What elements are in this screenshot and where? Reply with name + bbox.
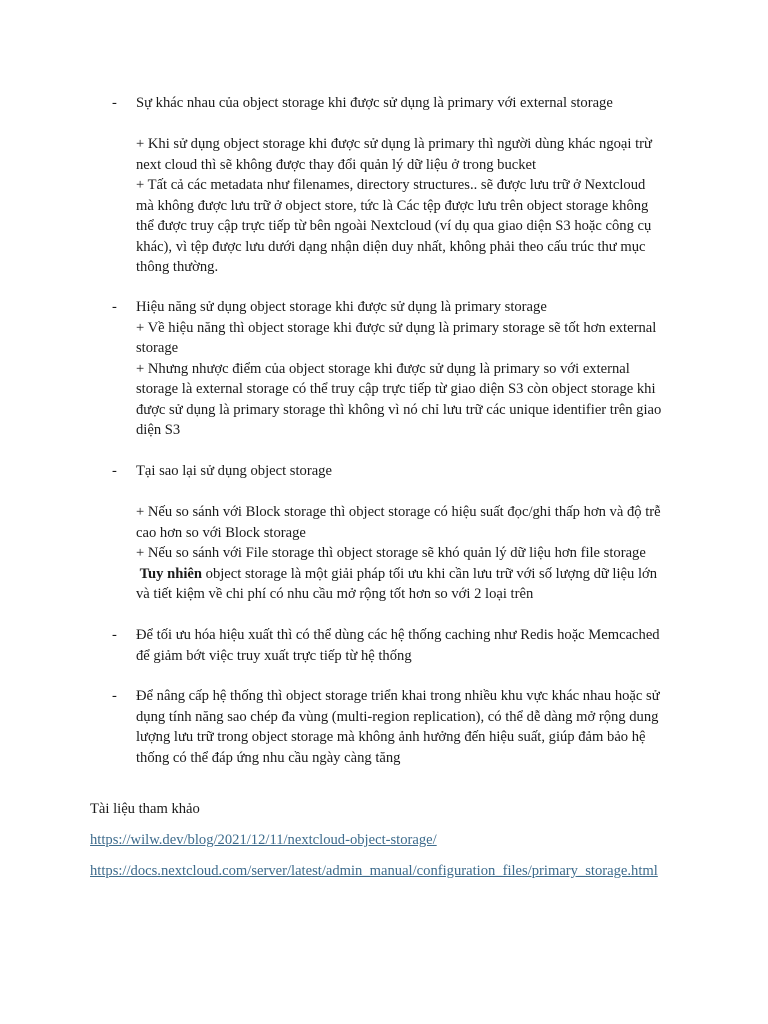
paragraph-gap (136, 114, 681, 135)
bullet-body (136, 297, 681, 441)
text-line: thống có thể đáp ứng nhu cầu ngày càng tăng (136, 749, 401, 766)
text-line: thông thường. (136, 259, 219, 275)
text-line: thể được truy cập trực tiếp từ bên ngoài Nextcloud (ví dụ qua giao diện S3 hoặc công cụ (136, 218, 652, 234)
bullet-body (136, 461, 681, 605)
bullet-body (136, 686, 681, 768)
text-line: + Nhưng nhược điểm của object storage khi được sử dụng là primary so với external (136, 360, 630, 377)
text-line: storage (136, 340, 179, 356)
text-line: khác), vì tệp được lưu dưới dạng nhận diện duy nhất, không phải theo cấu trúc thư mục (136, 238, 646, 255)
text-line: + Về hiệu năng thì object storage khi được sử dụng là primary storage sẽ tốt hơn external (136, 319, 657, 336)
bullet-heading: Tại sao lại sử dụng object storage (136, 463, 332, 479)
text-line: storage là external storage có thể truy cập trực tiếp từ giao diện S3 còn object storage khi (136, 381, 656, 397)
reference-link-wilw[interactable]: https://wilw.dev/blog/2021/12/11/nextcloud-object-storage/ (90, 832, 437, 848)
bullet-body (136, 93, 681, 278)
bullet-dash: - (112, 627, 117, 643)
bullet-dash: - (112, 95, 117, 111)
text-line: Để nâng cấp hệ thống thì object storage triển khai trong nhiều khu vực khác nhau hoặc sử (136, 688, 660, 704)
text-line: diện S3 (136, 422, 181, 438)
text-fragment: object storage là một giải pháp tối ưu khi cần lưu trữ với số lượng dữ liệu lớn (202, 565, 658, 582)
text-line: mà không được lưu trữ ở object store, tức là Các tệp được lưu trên object storage không (136, 197, 649, 214)
bullet-heading: Sự khác nhau của object storage khi được sử dụng là primary với external storage (136, 95, 613, 111)
bullet-dash: - (112, 299, 117, 315)
text-line: + Nếu so sánh với File storage thì object storage sẽ khó quản lý dữ liệu hơn file storage (136, 545, 646, 561)
text-line: cao hơn so với Block storage (136, 524, 306, 541)
text-line: được sử dụng là primary storage thì không vì nó chỉ lưu trữ các unique identifier trên giao (136, 401, 662, 418)
references-title: Tài liệu tham khảo (90, 801, 200, 817)
reference-link-nextcloud-docs[interactable]: https://docs.nextcloud.com/server/latest/admin_manual/configuration_files/primary_storage.html (90, 863, 658, 879)
bold-text: Tuy nhiên (139, 565, 202, 582)
bullet-dash: - (112, 463, 117, 479)
text-line: lượng lưu trữ trong object storage mà không ảnh hưởng đến hiệu suất, giúp đảm bảo hệ (136, 729, 646, 745)
bullet-heading: Hiệu năng sử dụng object storage khi được sử dụng là primary storage (136, 299, 547, 315)
text-line: và tiết kiệm về chi phí có nhu cầu mở rộng tốt hơn so với 2 loại trên (136, 586, 534, 602)
text-line: Để tối ưu hóa hiệu xuất thì có thể dùng các hệ thống caching như Redis hoặc Memcached (136, 627, 660, 643)
bullet-body (136, 625, 681, 666)
paragraph-gap (136, 482, 681, 503)
text-line: dụng tính năng sao chép đa vùng (multi-region replication), có thể dễ dàng mở rộng dung (136, 708, 659, 725)
text-line: next cloud thì sẽ không được thay đổi quản lý dữ liệu ở trong bucket (136, 156, 537, 173)
text-line: + Khi sử dụng object storage khi được sử dụng là primary thì người dùng khác ngoại trừ (136, 136, 652, 152)
text-line: + Tất cả các metadata như filenames, directory structures.. sẽ được lưu trữ ở Nextcloud (136, 177, 646, 193)
bullet-dash: - (112, 688, 117, 704)
text-line-with-bold (136, 564, 681, 585)
text-line: + Nếu so sánh với Block storage thì object storage có hiệu suất đọc/ghi thấp hơn và độ trễ (136, 504, 661, 520)
text-line: để giảm bớt việc truy xuất trực tiếp từ hệ thống (136, 647, 412, 664)
